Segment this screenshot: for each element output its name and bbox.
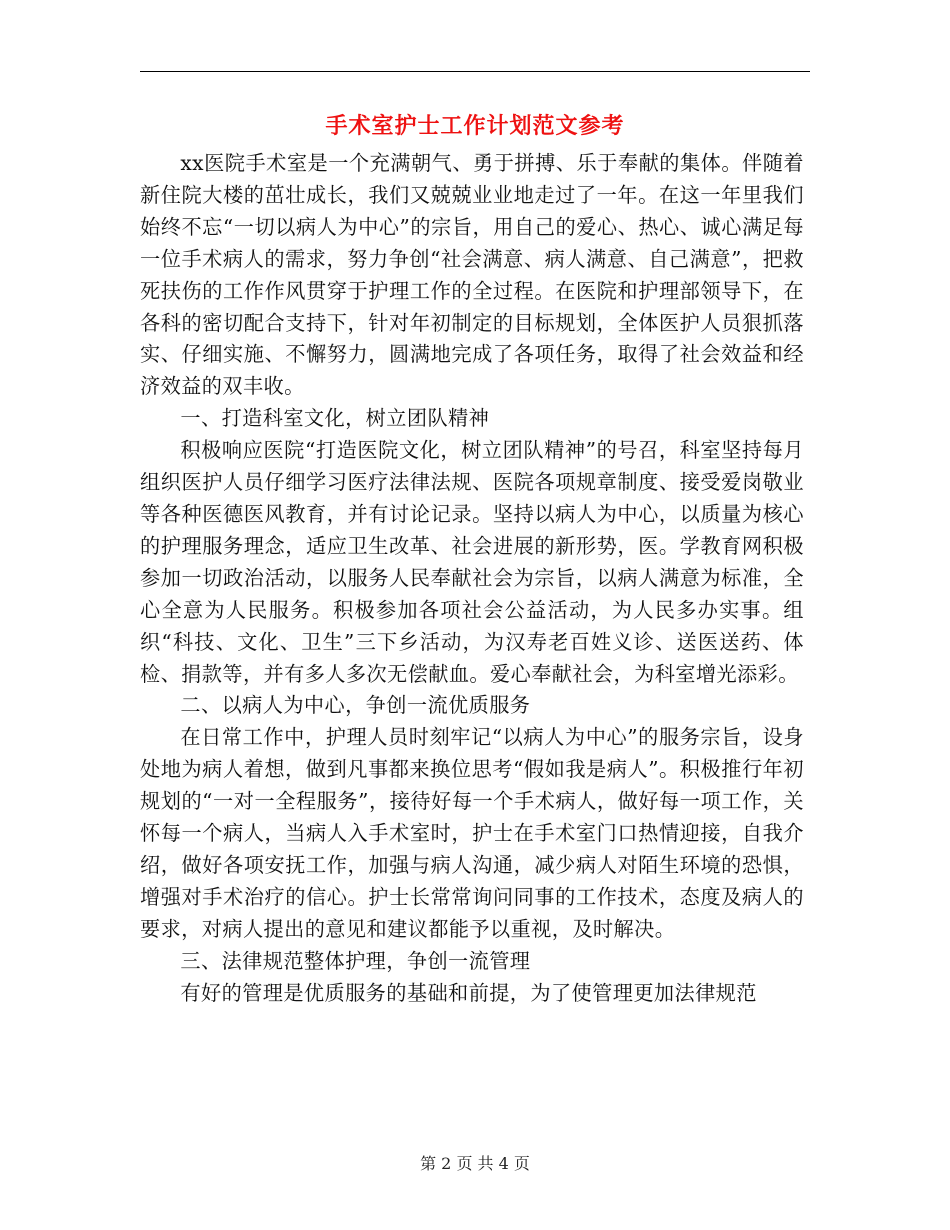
document-title: 手术室护士工作计划范文参考 [325, 113, 625, 139]
section-heading-3: 三、法律规范整体护理，争创一流管理 [180, 948, 531, 973]
section-1-paragraph: 积极响应医院“打造医院文化，树立团队精神”的号召，科室坚持每月组织医护人员仔细学习医疗法律法规、医院各项规章制度、接受爱岗敬业等各种医德医风教育，并有讨论记录。坚持以病人为中心，以质量为核心的护理服务理念，适应卫生改革、社会进展的新形势，医。学教育网积极参加一切政治活动，以服务人民奉献社会为宗旨，以病人满意为标准，全心全意为人民服务。积极参加各项社会公益活动，为人民多办实事。组织“科技、文化、卫生”三下乡活动，为汉寿老百姓义诊、送医送药、体检、捐款等，并有多人多次无偿献血。爱心奉献社会，为科室增光添彩。 [140, 438, 804, 686]
section-heading-1: 一、打造科室文化，树立团队精神 [180, 406, 490, 431]
page-number: 第 2 页 共 4 页 [420, 1154, 530, 1173]
intro-paragraph: xx医院手术室是一个充满朝气、勇于拼搏、乐于奉献的集体。伴随着新住院大楼的茁壮成长，我们又兢兢业业地走过了一年。在这一年里我们始终不忘“一切以病人为中心”的宗旨，用自己的爱心、热心、诚心满足每一位手术病人的需求，努力争创“社会满意、病人满意、自己满意”，把救死扶伤的工作作风贯穿于护理工作的全过程。在医院和护理部领导下，在各科的密切配合支持下，针对年初制定的目标规划，全体医护人员狠抓落实、仔细实施、不懈努力，圆满地完成了各项任务，取得了社会效益和经济效益的双丰收。 [140, 151, 804, 399]
section-heading-2: 二、以病人为中心，争创一流优质服务 [180, 693, 531, 718]
section-3-paragraph: 有好的管理是优质服务的基础和前提，为了使管理更加法律规范 [180, 980, 757, 1005]
section-2-paragraph: 在日常工作中，护理人员时刻牢记“以病人为中心”的服务宗旨，设身处地为病人着想，做到凡事都来换位思考“假如我是病人”。积极推行年初规划的“一对一全程服务”，接待好每一个手术病人，做好每一项工作，关怀每一个病人，当病人入手术室时，护士在手术室门口热情迎接，自我介绍，做好各项安抚工作，加强与病人沟通，减少病人对陌生环境的恐惧，增强对手术治疗的信心。护士长常常询问同事的工作技术，态度及病人的要求，对病人提出的意见和建议都能予以重视，及时解决。 [140, 725, 804, 941]
document-body [140, 148, 804, 1009]
header-rule [140, 71, 810, 72]
